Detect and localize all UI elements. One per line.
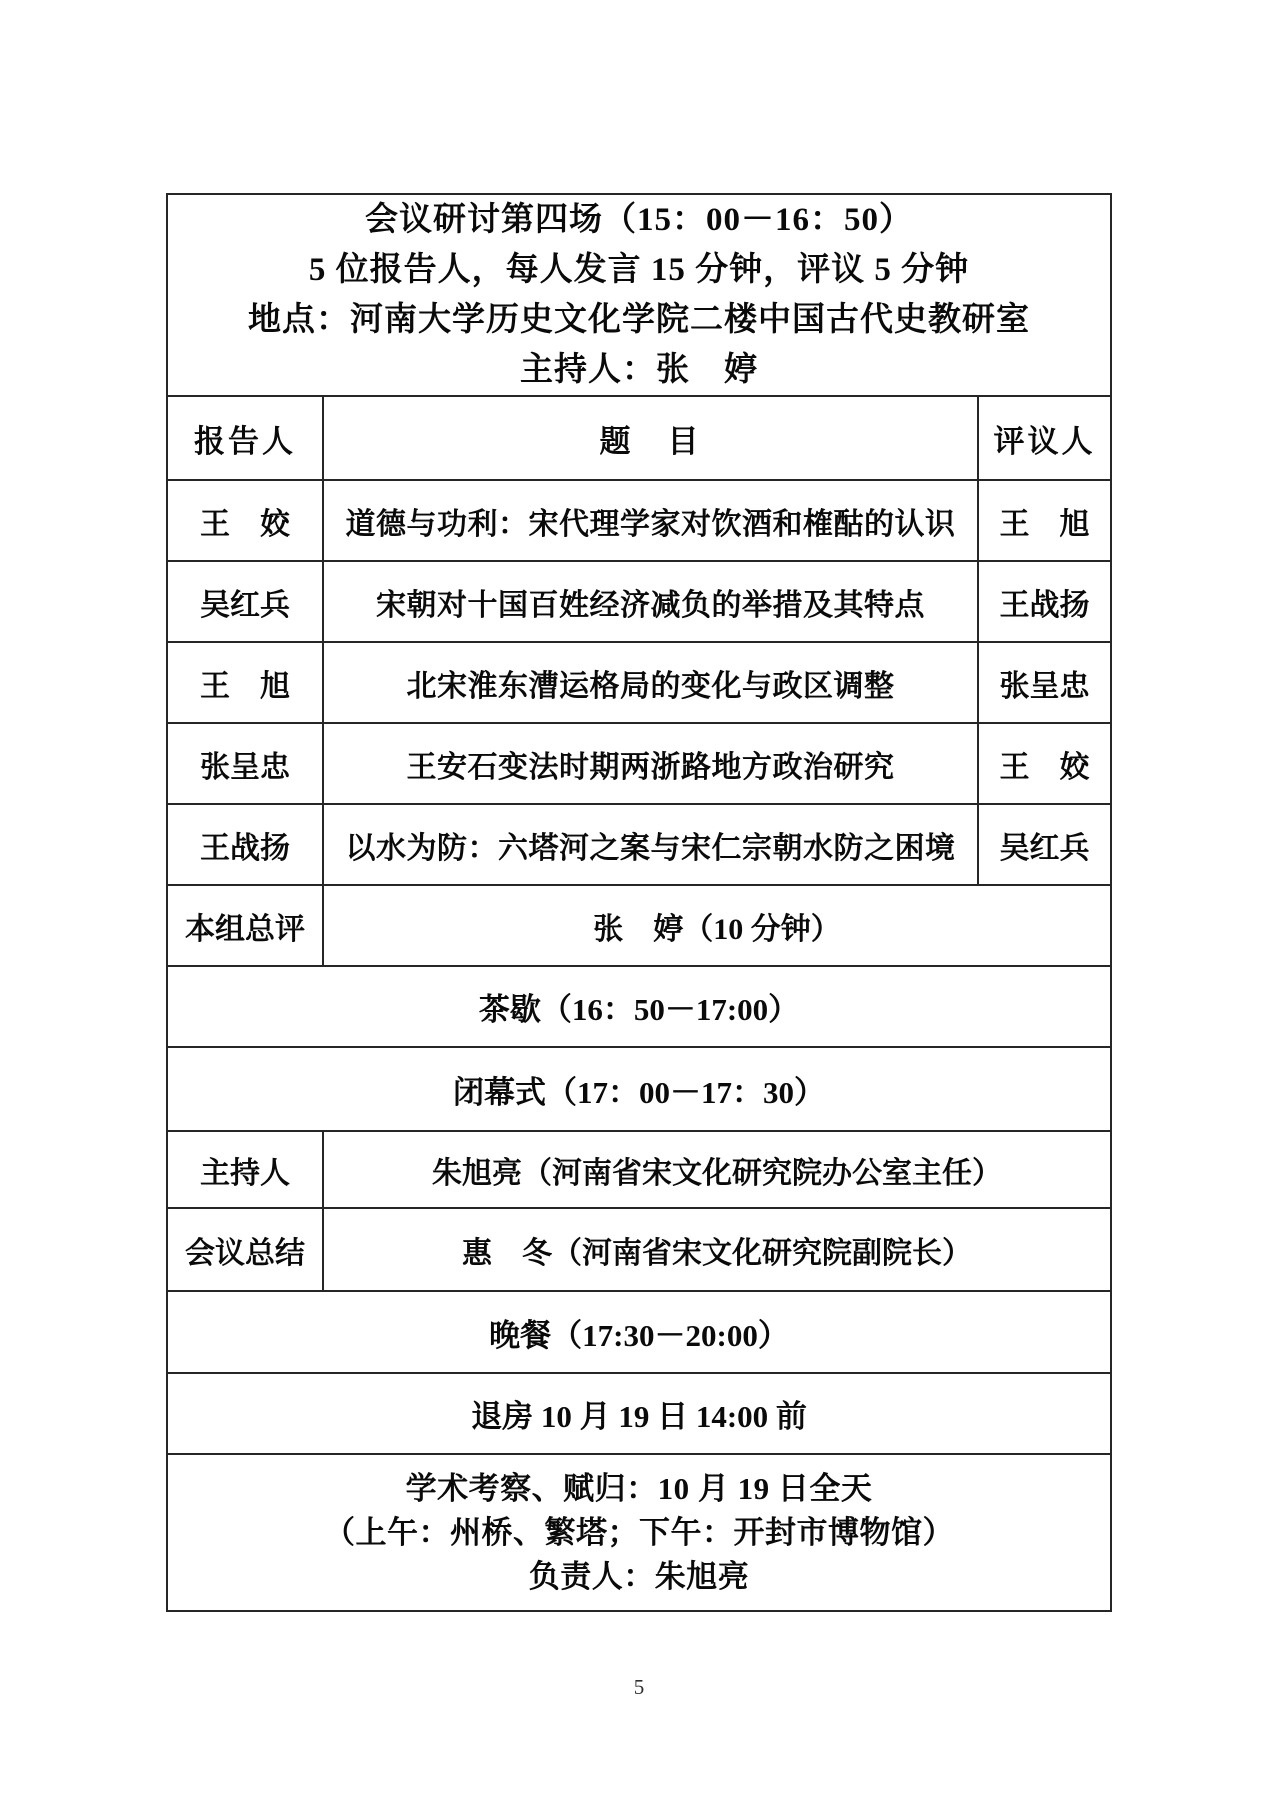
col-header-discussant: 评议人 <box>978 396 1111 480</box>
session-format: 5 位报告人，每人发言 15 分钟，评议 5 分钟 <box>308 252 970 288</box>
table-row <box>167 723 1111 804</box>
session-moderator: 主持人：张 婷 <box>520 352 758 388</box>
discussant-name: 王战扬 <box>978 561 1111 642</box>
dinner-text: 晚餐（17:30－20:00） <box>167 1291 1111 1373</box>
host-value: 朱旭亮（河南省宋文化研究院办公室主任） <box>323 1131 1111 1208</box>
table-row <box>167 642 1111 723</box>
group-review-value: 张 婷（10 分钟） <box>323 885 1111 966</box>
conference-summary-label: 会议总结 <box>167 1208 323 1291</box>
discussant-name: 张呈忠 <box>978 642 1111 723</box>
col-header-title: 题 目 <box>323 396 978 480</box>
conference-summary-value: 惠 冬（河南省宋文化研究院副院长） <box>323 1208 1111 1291</box>
group-review-label: 本组总评 <box>167 885 323 966</box>
page-number: 5 <box>633 1675 645 1699</box>
discussant-name: 吴红兵 <box>978 804 1111 885</box>
paper-title: 王安石变法时期两浙路地方政治研究 <box>323 723 978 804</box>
closing-ceremony-row <box>167 1047 1111 1131</box>
tea-break-row <box>167 966 1111 1047</box>
group-review-row <box>167 885 1111 966</box>
session-title: 会议研讨第四场（15：00－16：50） <box>365 202 913 238</box>
table-row <box>167 480 1111 561</box>
column-header-row <box>167 396 1111 480</box>
speaker-name: 张呈忠 <box>167 723 323 804</box>
paper-title: 宋朝对十国百姓经济减负的举措及其特点 <box>323 561 978 642</box>
discussant-name: 王 姣 <box>978 723 1111 804</box>
paper-title: 以水为防：六塔河之案与宋仁宗朝水防之困境 <box>323 804 978 885</box>
field-trip-schedule: 学术考察、赋归：10 月 19 日全天 <box>405 1470 873 1506</box>
field-trip-organizer: 负责人：朱旭亮 <box>528 1558 750 1594</box>
dinner-row <box>167 1291 1111 1373</box>
conference-schedule-table <box>166 193 1112 1612</box>
col-header-speaker: 报告人 <box>167 396 323 480</box>
session-header-cell <box>167 194 1111 396</box>
conference-summary-row <box>167 1208 1111 1291</box>
session-header-row <box>167 194 1111 396</box>
host-row <box>167 1131 1111 1208</box>
table-row <box>167 561 1111 642</box>
checkout-text: 退房 10 月 19 日 14:00 前 <box>167 1373 1111 1454</box>
field-trip-itinerary: （上午：州桥、繁塔；下午：开封市博物馆） <box>324 1514 954 1550</box>
field-trip-row <box>167 1454 1111 1611</box>
tea-break-text: 茶歇（16：50－17:00） <box>167 966 1111 1047</box>
speaker-name: 王战扬 <box>167 804 323 885</box>
checkout-row <box>167 1373 1111 1454</box>
paper-title: 北宋淮东漕运格局的变化与政区调整 <box>323 642 978 723</box>
session-location: 地点：河南大学历史文化学院二楼中国古代史教研室 <box>248 302 1030 338</box>
discussant-name: 王 旭 <box>978 480 1111 561</box>
field-trip-cell <box>167 1454 1111 1611</box>
speaker-name: 王 旭 <box>167 642 323 723</box>
paper-title: 道德与功利：宋代理学家对饮酒和榷酤的认识 <box>323 480 978 561</box>
host-label: 主持人 <box>167 1131 323 1208</box>
speaker-name: 王 姣 <box>167 480 323 561</box>
speaker-name: 吴红兵 <box>167 561 323 642</box>
table-row <box>167 804 1111 885</box>
closing-ceremony-text: 闭幕式（17：00－17：30） <box>167 1047 1111 1131</box>
